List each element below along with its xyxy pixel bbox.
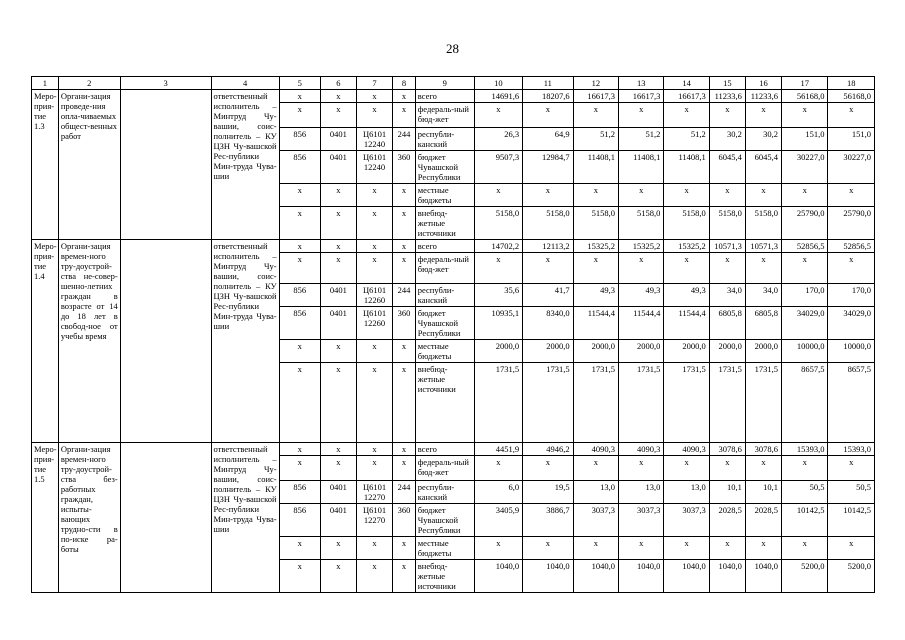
value-cell: x <box>664 537 709 560</box>
budget-code-cell: 856 <box>279 481 320 504</box>
value-cell: 13,0 <box>573 481 618 504</box>
value-cell: 11544,4 <box>664 307 709 340</box>
header-row <box>32 77 875 90</box>
measure-id-cell: Меро-прия-тие 1.4 <box>32 240 59 443</box>
budget-code-cell: x <box>279 456 320 481</box>
budget-code-cell: 856 <box>279 151 320 184</box>
value-cell: 3037,3 <box>573 504 618 537</box>
budget-code-cell: x <box>393 363 416 443</box>
header-cell: 14 <box>664 77 709 90</box>
value-cell: 4090,3 <box>573 443 618 456</box>
value-cell: 11408,1 <box>619 151 664 184</box>
value-cell: 2000,0 <box>619 340 664 363</box>
budget-code-cell: Ц6101 12240 <box>356 151 392 184</box>
value-cell: 10571,3 <box>745 240 781 253</box>
header-cell: 9 <box>415 77 474 90</box>
value-cell: 25790,0 <box>782 207 828 240</box>
value-cell: 49,3 <box>664 284 709 307</box>
value-cell: 1040,0 <box>619 560 664 593</box>
value-cell: 6,0 <box>474 481 522 504</box>
value-cell: 13,0 <box>664 481 709 504</box>
budget-code-cell: x <box>356 537 392 560</box>
value-cell: 6805,8 <box>745 307 781 340</box>
source-cell: бюджет Чувашской Республики <box>415 151 474 184</box>
budget-code-cell: x <box>320 184 356 207</box>
executor-cell: ответственный исполнитель – Минтруд Чу-вашии, соис-полнитель – КУ ЦЗН Чу-вашской Рес-публики Мин-труда Чува-шии <box>211 90 279 240</box>
value-cell: 11233,6 <box>745 90 781 103</box>
value-cell: 15325,2 <box>573 240 618 253</box>
table-row <box>32 443 875 456</box>
value-cell: 9507,3 <box>474 151 522 184</box>
value-cell: x <box>523 456 574 481</box>
budget-code-cell: 360 <box>393 504 416 537</box>
value-cell: 51,2 <box>619 128 664 151</box>
value-cell: 5158,0 <box>709 207 745 240</box>
value-cell: x <box>782 537 828 560</box>
budget-code-cell: Ц6101 12260 <box>356 284 392 307</box>
value-cell: 2028,5 <box>745 504 781 537</box>
value-cell: 1040,0 <box>664 560 709 593</box>
value-cell: x <box>709 184 745 207</box>
value-cell: 2028,5 <box>709 504 745 537</box>
table-row <box>32 240 875 253</box>
value-cell: 10142,5 <box>828 504 875 537</box>
value-cell: x <box>828 537 875 560</box>
value-cell: x <box>523 103 574 128</box>
source-cell: всего <box>415 90 474 103</box>
budget-code-cell: x <box>279 240 320 253</box>
source-cell: внебюд-жетные источники <box>415 363 474 443</box>
value-cell: 6045,4 <box>709 151 745 184</box>
measure-id-cell: Меро-прия-тие 1.5 <box>32 443 59 593</box>
source-cell: федераль-ный бюд-жет <box>415 456 474 481</box>
budget-code-cell: x <box>356 184 392 207</box>
value-cell: x <box>828 456 875 481</box>
header-cell: 18 <box>828 77 875 90</box>
value-cell: 16617,3 <box>619 90 664 103</box>
value-cell: x <box>619 184 664 207</box>
budget-code-cell: x <box>320 103 356 128</box>
value-cell: x <box>573 456 618 481</box>
header-cell: 11 <box>523 77 574 90</box>
value-cell: 3078,6 <box>745 443 781 456</box>
budget-code-cell: 0401 <box>320 151 356 184</box>
budget-code-cell: 0401 <box>320 504 356 537</box>
value-cell: 10571,3 <box>709 240 745 253</box>
budget-code-cell: Ц6101 12260 <box>356 307 392 340</box>
value-cell: x <box>523 253 574 284</box>
value-cell: 1040,0 <box>745 560 781 593</box>
value-cell: x <box>709 253 745 284</box>
source-cell: местные бюджеты <box>415 537 474 560</box>
value-cell: x <box>619 253 664 284</box>
value-cell: 1731,5 <box>474 363 522 443</box>
value-cell: x <box>745 456 781 481</box>
budget-code-cell: x <box>356 363 392 443</box>
budget-code-cell: 360 <box>393 307 416 340</box>
budget-code-cell: x <box>279 443 320 456</box>
budget-code-cell: x <box>279 184 320 207</box>
budget-code-cell: 0401 <box>320 307 356 340</box>
value-cell: 13,0 <box>619 481 664 504</box>
value-cell: x <box>782 456 828 481</box>
budget-code-cell: x <box>393 443 416 456</box>
value-cell: 34,0 <box>745 284 781 307</box>
value-cell: 15393,0 <box>782 443 828 456</box>
value-cell: 11408,1 <box>664 151 709 184</box>
value-cell: 3037,3 <box>619 504 664 537</box>
source-cell: республи-канский <box>415 481 474 504</box>
source-cell: местные бюджеты <box>415 184 474 207</box>
value-cell: 10000,0 <box>782 340 828 363</box>
value-cell: x <box>828 253 875 284</box>
value-cell: 3078,6 <box>709 443 745 456</box>
value-cell: 15325,2 <box>664 240 709 253</box>
value-cell: x <box>828 184 875 207</box>
budget-table <box>31 76 875 593</box>
source-cell: республи-канский <box>415 128 474 151</box>
value-cell: x <box>782 103 828 128</box>
value-cell: 10,1 <box>745 481 781 504</box>
value-cell: x <box>474 103 522 128</box>
budget-code-cell: x <box>356 340 392 363</box>
budget-code-cell: 0401 <box>320 284 356 307</box>
budget-code-cell: x <box>356 253 392 284</box>
budget-code-cell: 360 <box>393 151 416 184</box>
value-cell: 3405,9 <box>474 504 522 537</box>
value-cell: 1040,0 <box>573 560 618 593</box>
budget-code-cell: 856 <box>279 307 320 340</box>
value-cell: 6805,8 <box>709 307 745 340</box>
value-cell: 56168,0 <box>828 90 875 103</box>
budget-code-cell: 0401 <box>320 128 356 151</box>
value-cell: x <box>619 103 664 128</box>
value-cell: x <box>745 184 781 207</box>
budget-code-cell: x <box>279 363 320 443</box>
header-cell: 16 <box>745 77 781 90</box>
budget-code-cell: x <box>320 207 356 240</box>
value-cell: 12984,7 <box>523 151 574 184</box>
value-cell: 2000,0 <box>709 340 745 363</box>
value-cell: x <box>828 103 875 128</box>
value-cell: 15393,0 <box>828 443 875 456</box>
value-cell: 34029,0 <box>828 307 875 340</box>
measure-name-cell: Органи-зация времен-ного тру-доустрой-ства не-совер-шенно-летних граждан в возрасте от 14 до 18 лет в свобод-ное от учебы время <box>58 240 120 443</box>
value-cell: 16617,3 <box>573 90 618 103</box>
value-cell: 4946,2 <box>523 443 574 456</box>
value-cell: 52856,5 <box>828 240 875 253</box>
value-cell: 30227,0 <box>782 151 828 184</box>
value-cell: 30,2 <box>709 128 745 151</box>
value-cell: 35,6 <box>474 284 522 307</box>
value-cell: x <box>745 537 781 560</box>
budget-code-cell: x <box>279 560 320 593</box>
budget-code-cell: x <box>279 207 320 240</box>
value-cell: 4451,9 <box>474 443 522 456</box>
value-cell: 15325,2 <box>619 240 664 253</box>
value-cell: 1731,5 <box>619 363 664 443</box>
budget-code-cell: 856 <box>279 128 320 151</box>
value-cell: 10000,0 <box>828 340 875 363</box>
executor-cell: ответственный исполнитель – Минтруд Чу-вашии, соис-полнитель – КУ ЦЗН Чу-вашской Рес-публики Мин-труда Чува-шии <box>211 240 279 443</box>
value-cell: 50,5 <box>782 481 828 504</box>
value-cell: x <box>709 456 745 481</box>
source-cell: внебюд-жетные источники <box>415 207 474 240</box>
value-cell: x <box>573 253 618 284</box>
source-cell: республи-канский <box>415 284 474 307</box>
value-cell: 10142,5 <box>782 504 828 537</box>
header-cell: 1 <box>32 77 59 90</box>
value-cell: 10935,1 <box>474 307 522 340</box>
value-cell: x <box>474 456 522 481</box>
value-cell: 18207,6 <box>523 90 574 103</box>
empty-cell <box>120 443 211 593</box>
header-cell: 4 <box>211 77 279 90</box>
value-cell: 34029,0 <box>782 307 828 340</box>
value-cell: 11544,4 <box>573 307 618 340</box>
value-cell: 170,0 <box>782 284 828 307</box>
value-cell: 26,3 <box>474 128 522 151</box>
budget-code-cell: Ц6101 12270 <box>356 504 392 537</box>
value-cell: 5158,0 <box>474 207 522 240</box>
value-cell: 8340,0 <box>523 307 574 340</box>
value-cell: 5158,0 <box>745 207 781 240</box>
budget-code-cell: x <box>393 240 416 253</box>
value-cell: 6045,4 <box>745 151 781 184</box>
budget-code-cell: x <box>279 253 320 284</box>
value-cell: 2000,0 <box>745 340 781 363</box>
value-cell: 52856,5 <box>782 240 828 253</box>
value-cell: 170,0 <box>828 284 875 307</box>
budget-code-cell: Ц6101 12240 <box>356 128 392 151</box>
source-cell: местные бюджеты <box>415 340 474 363</box>
source-cell: бюджет Чувашской Республики <box>415 504 474 537</box>
value-cell: x <box>573 103 618 128</box>
value-cell: 11408,1 <box>573 151 618 184</box>
value-cell: 11544,4 <box>619 307 664 340</box>
budget-code-cell: 0401 <box>320 481 356 504</box>
header-cell: 6 <box>320 77 356 90</box>
value-cell: 5158,0 <box>573 207 618 240</box>
header-cell: 13 <box>619 77 664 90</box>
value-cell: x <box>664 253 709 284</box>
value-cell: 1731,5 <box>523 363 574 443</box>
source-cell: всего <box>415 443 474 456</box>
budget-code-cell: x <box>320 456 356 481</box>
measure-name-cell: Органи-зация проведе-ния опла-чиваемых общест-венных работ <box>58 90 120 240</box>
value-cell: x <box>664 456 709 481</box>
budget-code-cell: x <box>356 103 392 128</box>
header-cell: 8 <box>393 77 416 90</box>
value-cell: 51,2 <box>573 128 618 151</box>
budget-code-cell: x <box>393 207 416 240</box>
budget-code-cell: x <box>279 103 320 128</box>
value-cell: x <box>573 184 618 207</box>
value-cell: x <box>709 537 745 560</box>
value-cell: x <box>474 184 522 207</box>
budget-code-cell: x <box>393 253 416 284</box>
budget-code-cell: 856 <box>279 504 320 537</box>
header-cell: 7 <box>356 77 392 90</box>
value-cell: 2000,0 <box>474 340 522 363</box>
value-cell: 4090,3 <box>664 443 709 456</box>
header-cell: 10 <box>474 77 522 90</box>
value-cell: 151,0 <box>828 128 875 151</box>
value-cell: x <box>474 537 522 560</box>
value-cell: 2000,0 <box>664 340 709 363</box>
value-cell: 151,0 <box>782 128 828 151</box>
budget-code-cell: x <box>393 90 416 103</box>
value-cell: 41,7 <box>523 284 574 307</box>
budget-code-cell: x <box>356 240 392 253</box>
budget-code-cell: x <box>393 103 416 128</box>
value-cell: 30,2 <box>745 128 781 151</box>
value-cell: 10,1 <box>709 481 745 504</box>
budget-code-cell: x <box>356 207 392 240</box>
value-cell: 5158,0 <box>664 207 709 240</box>
empty-cell <box>120 90 211 240</box>
value-cell: x <box>664 103 709 128</box>
value-cell: 5200,0 <box>782 560 828 593</box>
source-cell: бюджет Чувашской Республики <box>415 307 474 340</box>
empty-cell <box>120 240 211 443</box>
value-cell: 1040,0 <box>474 560 522 593</box>
header-cell: 17 <box>782 77 828 90</box>
value-cell: 5158,0 <box>619 207 664 240</box>
header-cell: 2 <box>58 77 120 90</box>
value-cell: 3886,7 <box>523 504 574 537</box>
source-cell: всего <box>415 240 474 253</box>
value-cell: x <box>523 537 574 560</box>
budget-code-cell: 244 <box>393 128 416 151</box>
budget-code-cell: 244 <box>393 284 416 307</box>
value-cell: 51,2 <box>664 128 709 151</box>
value-cell: 1040,0 <box>709 560 745 593</box>
budget-code-cell: x <box>356 456 392 481</box>
value-cell: 2000,0 <box>573 340 618 363</box>
table-row <box>32 90 875 103</box>
value-cell: 56168,0 <box>782 90 828 103</box>
value-cell: 4090,3 <box>619 443 664 456</box>
value-cell: 30227,0 <box>828 151 875 184</box>
value-cell: 49,3 <box>619 284 664 307</box>
measure-id-cell: Меро-прия-тие 1.3 <box>32 90 59 240</box>
value-cell: 8657,5 <box>782 363 828 443</box>
value-cell: x <box>782 184 828 207</box>
budget-code-cell: x <box>320 340 356 363</box>
page-number: 28 <box>446 41 459 56</box>
budget-code-cell: x <box>320 537 356 560</box>
value-cell: 1040,0 <box>523 560 574 593</box>
budget-code-cell: x <box>356 443 392 456</box>
value-cell: 5158,0 <box>523 207 574 240</box>
value-cell: x <box>573 537 618 560</box>
value-cell: 16617,3 <box>664 90 709 103</box>
budget-code-cell: x <box>320 443 356 456</box>
value-cell: x <box>474 253 522 284</box>
header-cell: 12 <box>573 77 618 90</box>
budget-code-cell: x <box>393 456 416 481</box>
value-cell: x <box>523 184 574 207</box>
value-cell: 19,5 <box>523 481 574 504</box>
value-cell: 11233,6 <box>709 90 745 103</box>
value-cell: 14702,2 <box>474 240 522 253</box>
value-cell: x <box>619 537 664 560</box>
budget-code-cell: x <box>279 537 320 560</box>
value-cell: x <box>664 184 709 207</box>
value-cell: 12113,2 <box>523 240 574 253</box>
budget-code-cell: x <box>279 90 320 103</box>
budget-code-cell: x <box>320 90 356 103</box>
budget-code-cell: 244 <box>393 481 416 504</box>
value-cell: 5200,0 <box>828 560 875 593</box>
value-cell: 50,5 <box>828 481 875 504</box>
measure-name-cell: Органи-зация времен-ного тру-доустрой-ства без-работных граждан, испыты-вающих трудно-сти в по-иске ра-боты <box>58 443 120 593</box>
source-cell: внебюд-жетные источники <box>415 560 474 593</box>
budget-code-cell: x <box>356 560 392 593</box>
value-cell: 8657,5 <box>828 363 875 443</box>
header-cell: 5 <box>279 77 320 90</box>
value-cell: 1731,5 <box>745 363 781 443</box>
value-cell: 1731,5 <box>709 363 745 443</box>
source-cell: федераль-ный бюд-жет <box>415 253 474 284</box>
value-cell: 1731,5 <box>573 363 618 443</box>
value-cell: 1731,5 <box>664 363 709 443</box>
value-cell: x <box>782 253 828 284</box>
value-cell: x <box>709 103 745 128</box>
budget-code-cell: x <box>393 340 416 363</box>
budget-code-cell: x <box>356 90 392 103</box>
budget-code-cell: x <box>320 560 356 593</box>
value-cell: 14691,6 <box>474 90 522 103</box>
budget-code-cell: x <box>393 560 416 593</box>
header-cell: 15 <box>709 77 745 90</box>
value-cell: 49,3 <box>573 284 618 307</box>
budget-code-cell: x <box>320 253 356 284</box>
value-cell: x <box>745 253 781 284</box>
budget-code-cell: x <box>320 240 356 253</box>
value-cell: x <box>619 456 664 481</box>
header-cell: 3 <box>120 77 211 90</box>
value-cell: x <box>745 103 781 128</box>
value-cell: 25790,0 <box>828 207 875 240</box>
budget-code-cell: 856 <box>279 284 320 307</box>
budget-code-cell: x <box>393 537 416 560</box>
executor-cell: ответственный исполнитель – Минтруд Чу-вашии, соис-полнитель – КУ ЦЗН Чу-вашской Рес-публики Мин-труда Чува-шии <box>211 443 279 593</box>
budget-code-cell: x <box>320 363 356 443</box>
value-cell: 2000,0 <box>523 340 574 363</box>
budget-code-cell: Ц6101 12270 <box>356 481 392 504</box>
source-cell: федераль-ный бюд-жет <box>415 103 474 128</box>
value-cell: 64,9 <box>523 128 574 151</box>
value-cell: 34,0 <box>709 284 745 307</box>
budget-code-cell: x <box>393 184 416 207</box>
budget-code-cell: x <box>279 340 320 363</box>
value-cell: 3037,3 <box>664 504 709 537</box>
